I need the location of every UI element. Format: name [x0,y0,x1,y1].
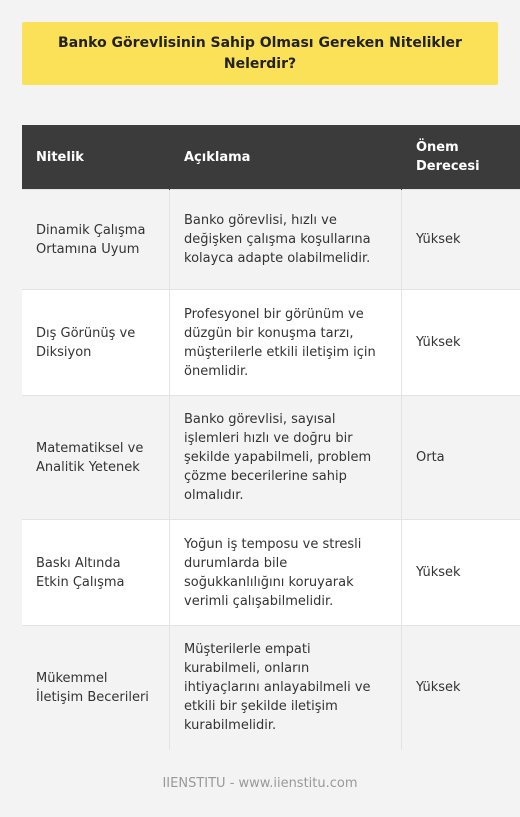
cell-nitelik: Mükemmel İletişim Becerileri [22,626,170,750]
title-banner [22,22,498,85]
table-row [22,290,520,396]
table-row [22,520,520,626]
cell-onem: Yüksek [402,190,520,290]
table-row [22,190,520,290]
header-nitelik: Nitelik [22,125,170,190]
cell-nitelik: Matematiksel ve Analitik Yetenek [22,396,170,520]
cell-nitelik: Baskı Altında Etkin Çalışma [22,520,170,626]
table-row [22,626,520,750]
header-onem-derecesi: Önem Derecesi [402,125,520,190]
table-header-row [22,125,520,190]
cell-aciklama: Yoğun iş temposu ve stresli durumlarda bile soğukkanlılığını koruyarak verimli çalışabilmelidir. [170,520,402,626]
page-title: Banko Görevlisinin Sahip Olması Gereken Nitelikler Nelerdir? [58,34,462,72]
cell-nitelik: Dinamik Çalışma Ortamına Uyum [22,190,170,290]
cell-aciklama: Müşterilerle empati kurabilmeli, onların ihtiyaçlarını anlayabilmeli ve etkili bir şekilde iletişim kurabilmelidir. [170,626,402,750]
cell-aciklama: Profesyonel bir görünüm ve düzgün bir konuşma tarzı, müşterilerle etkili iletişim için önemlidir. [170,290,402,396]
footer-credit: IIENSTITU - www.iienstitu.com [162,776,358,791]
qualifications-table [22,125,520,750]
cell-onem: Yüksek [402,626,520,750]
cell-onem: Orta [402,396,520,520]
cell-aciklama: Banko görevlisi, hızlı ve değişken çalışma koşullarına kolayca adapte olabilmelidir. [170,190,402,290]
cell-onem: Yüksek [402,290,520,396]
cell-onem: Yüksek [402,520,520,626]
header-aciklama: Açıklama [170,125,402,190]
cell-nitelik: Dış Görünüş ve Diksiyon [22,290,170,396]
table-row [22,396,520,520]
cell-aciklama: Banko görevlisi, sayısal işlemleri hızlı ve doğru bir şekilde yapabilmeli, problem çözme becerilerine sahip olmalıdır. [170,396,402,520]
